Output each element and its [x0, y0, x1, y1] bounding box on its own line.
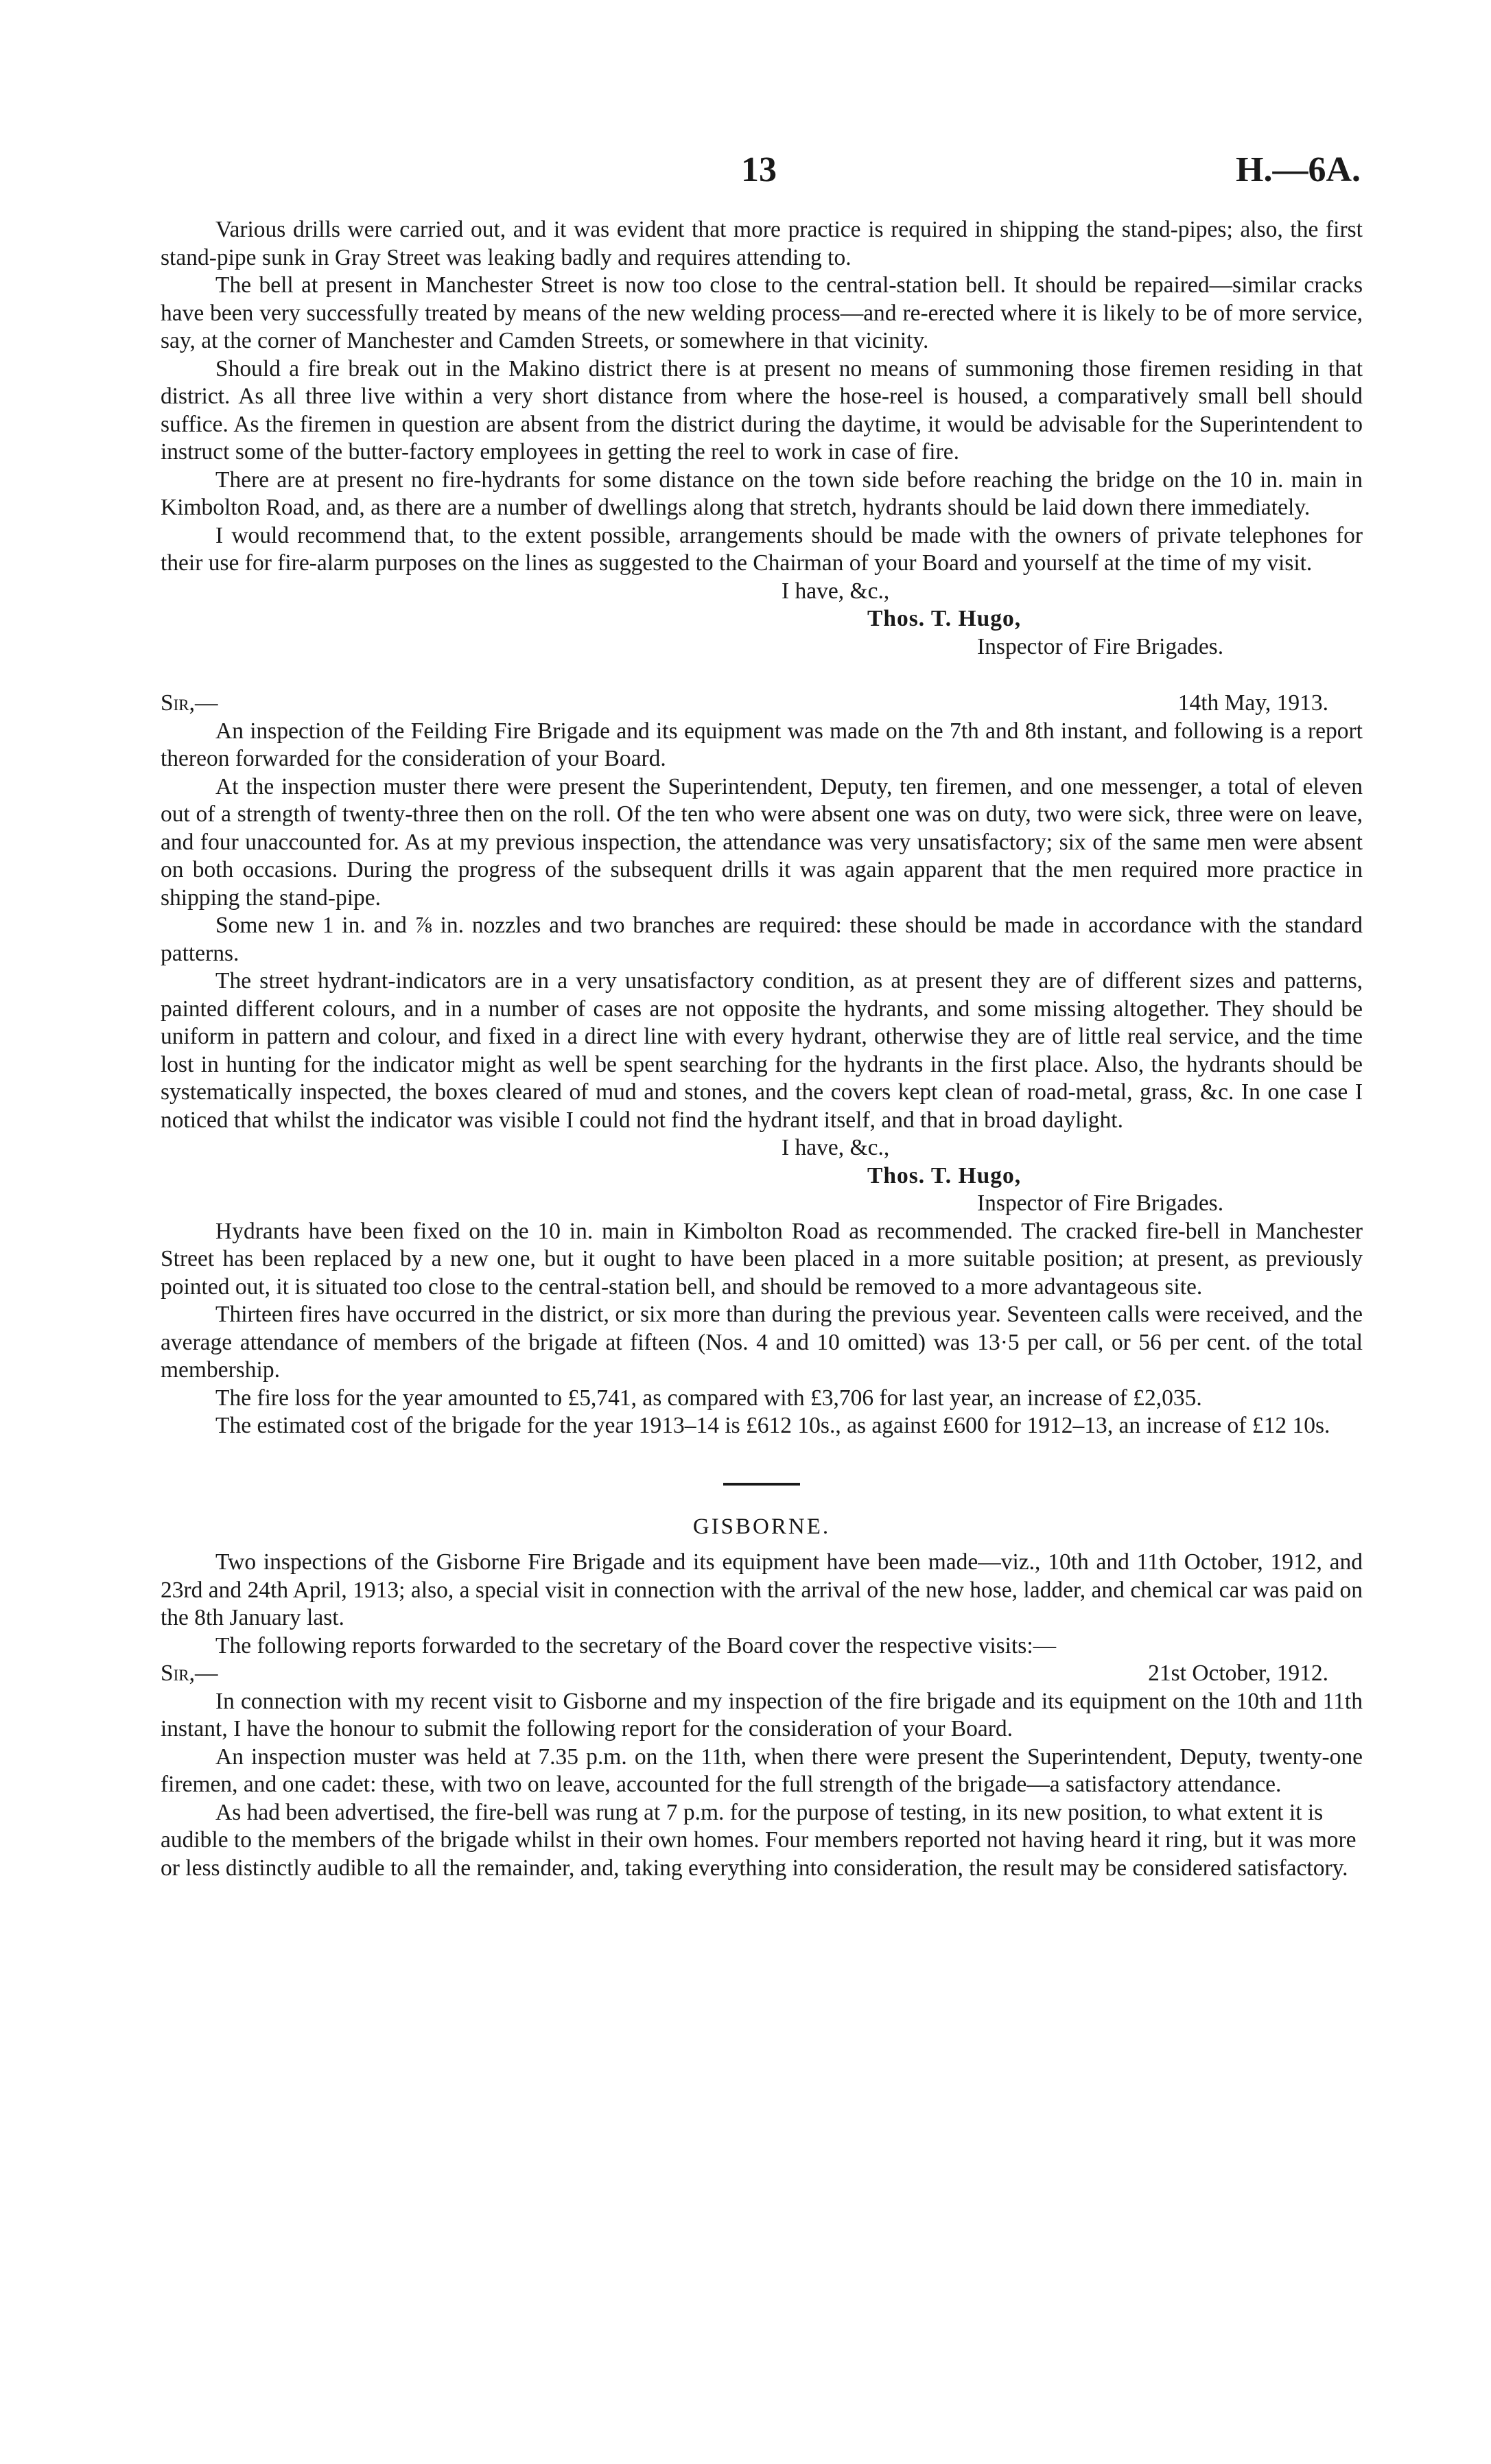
letter-1-signature-name: Thos. T. Hugo, [867, 606, 1022, 631]
letter-2-closing: I have, &c., [782, 1135, 890, 1160]
letter-2-paragraph: Some new 1 in. and ⅞ in. nozzles and two branches are required: these should be made in accordance with the standard patterns. [161, 913, 1363, 966]
letter-1-closing: I have, &c., [782, 578, 890, 604]
letter-2-date: 14th May, 1913. [1177, 690, 1328, 716]
letter-1-paragraph: Various drills were carried out, and it was evident that more practice is required in shipping the stand-pipes; also, the first stand-pipe sunk in Gray Street was leaking badly and requires attending to. [161, 217, 1363, 270]
summary-paragraph: Hydrants have been fixed on the 10 in. main in Kimbolton Road as recommended. The cracked fire-bell in Manchester Street has been replaced by a new one, but it ought to have been placed in a more suitable position; at present, as previously pointed out, it is situated too close to the central-station bell, and should be removed to a more advantageous site. [161, 1218, 1363, 1300]
gisborne-letter-date: 21st October, 1912. [1148, 1661, 1328, 1686]
letter-2-paragraph: An inspection of the Feilding Fire Brigade and its equipment was made on the 7th and 8th instant, and following is a report thereon forwarded for the consideration of your Board. [161, 718, 1363, 771]
section-title: GISBORNE. [692, 1514, 831, 1539]
letter-2-signature-name: Thos. T. Hugo, [867, 1162, 1022, 1188]
gisborne-letter-dateline [161, 1660, 1363, 1688]
letter-1-paragraph: I would recommend that, to the extent possible, arrangements should be made with the owners of private telephones for their use for fire-alarm purposes on the lines as suggested to the Chairman of your Board and yourself at the time of my visit. [161, 522, 1363, 576]
letter-1-paragraph: Should a fire break out in the Makino district there is at present no means of summoning those firemen residing in that district. As all three live within a very short distance from where the hose-reel is housed, a comparatively small bell should suffice. As the firemen in question are absent from the district during the daytime, it would be advisable for the Superintendent to instruct some of the butter-factory employees in getting the reel to work in case of fire. [161, 355, 1363, 465]
section-divider [723, 1483, 800, 1486]
document-reference: H.—6A. [1236, 150, 1361, 189]
gisborne-letter-paragraph: In connection with my recent visit to Gisborne and my inspection of the fire brigade and its equipment on the 10th and 11th instant, I have the honour to submit the following report for the consideration of your Board. [161, 1688, 1363, 1741]
letter-2 [161, 690, 1363, 1218]
letter-2-dateline [161, 690, 1363, 718]
gisborne-letter-paragraph: As had been advertised, the fire-bell was rung at 7 p.m. for the purpose of testing, in its new position, to what extent it is audible to the members of the brigade whilst in their own homes. Four members reported not having heard it ring, but it was more or less distinctly audible to all the remainder, and, taking everything into consideration, the result may be considered satisfactory. [161, 1799, 1357, 1881]
body-text [161, 216, 1363, 1882]
gisborne-section [161, 1513, 1363, 1883]
gisborne-paragraph: Two inspections of the Gisborne Fire Brigade and its equipment have been made—viz., 10th and 11th October, 1912, and 23rd and 24th April, 1913; also, a special visit in connection with the arrival of the new hose, ladder, and chemical car was paid on the 8th January last. [161, 1549, 1363, 1630]
letter-2-salutation: Sir,— [161, 690, 218, 716]
gisborne-letter-paragraph: An inspection muster was held at 7.35 p.m. on the 11th, when there were present the Superintendent, Deputy, twenty-one firemen, and one cadet: these, with two on leave, accounted for the full strength of the brigade—a satisfactory attendance. [161, 1744, 1363, 1797]
summary-paragraph: The fire loss for the year amounted to £5,741, as compared with £3,706 for last year, an increase of £2,035. [215, 1385, 1202, 1411]
letter-2-paragraph: At the inspection muster there were present the Superintendent, Deputy, ten firemen, and one messenger, a total of eleven out of a strength of twenty-three then on the roll. Of the ten who were absent one was on duty, two were sick, three were on leave, and four unaccounted for. As at my previous inspection, the attendance was very unsatisfactory; six of the same men were absent on both occasions. During the progress of the subsequent drills it was again apparent that the men required more practice in shipping the stand-pipe. [161, 773, 1363, 911]
letter-1-paragraph: The bell at present in Manchester Street is now too close to the central-station bell. It should be repaired—similar cracks have been very successfully treated by means of the new welding process—and re-erected where it is likely to be of more service, say, at the corner of Manchester and Camden Streets, or somewhere in that vicinity. [161, 272, 1363, 353]
letter-1 [161, 216, 1363, 661]
feilding-summary [161, 1218, 1363, 1440]
letter-2-signature-title: Inspector of Fire Brigades. [977, 1190, 1224, 1216]
summary-paragraph: Thirteen fires have occurred in the district, or six more than during the previous year. Seventeen calls were received, and the average attendance of members of the brigade at fifteen (Nos. 4 and 10 omitted) was 13·5 per call, or 56 per cent. of the total membership. [161, 1302, 1363, 1383]
letter-1-signature-title: Inspector of Fire Brigades. [977, 633, 1224, 659]
summary-paragraph: The estimated cost of the brigade for the year 1913–14 is £612 10s., as against £600 for 1912–13, an increase of £12 10s. [215, 1413, 1330, 1438]
page-header [0, 150, 1491, 191]
letter-1-paragraph: There are at present no fire-hydrants for some distance on the town side before reaching the bridge on the 10 in. main in Kimbolton Road, and, as there are a number of dwellings along that stretch, hydrants should be laid down there immediately. [161, 467, 1363, 520]
gisborne-paragraph: The following reports forwarded to the secretary of the Board cover the respective visits:— [215, 1632, 1057, 1658]
page-number: 13 [741, 150, 777, 189]
gisborne-letter-salutation: Sir,— [161, 1661, 218, 1686]
letter-2-paragraph: The street hydrant-indicators are in a very unsatisfactory condition, as at present they are of different sizes and patterns, painted different colours, and in a number of cases are not opposite the hydrants, and some missing altogether. They should be uniform in pattern and colour, and fixed in a direct line with every hydrant, otherwise they are of little real service, and the time lost in hunting for the indicator might as well be spent searching for the hydrants in the first place. Also, the hydrants should be systematically inspected, the boxes cleared of mud and stones, and the covers kept clean of road-metal, grass, &c. In one case I noticed that whilst the indicator was visible I could not find the hydrant itself, and that in broad daylight. [161, 968, 1363, 1133]
